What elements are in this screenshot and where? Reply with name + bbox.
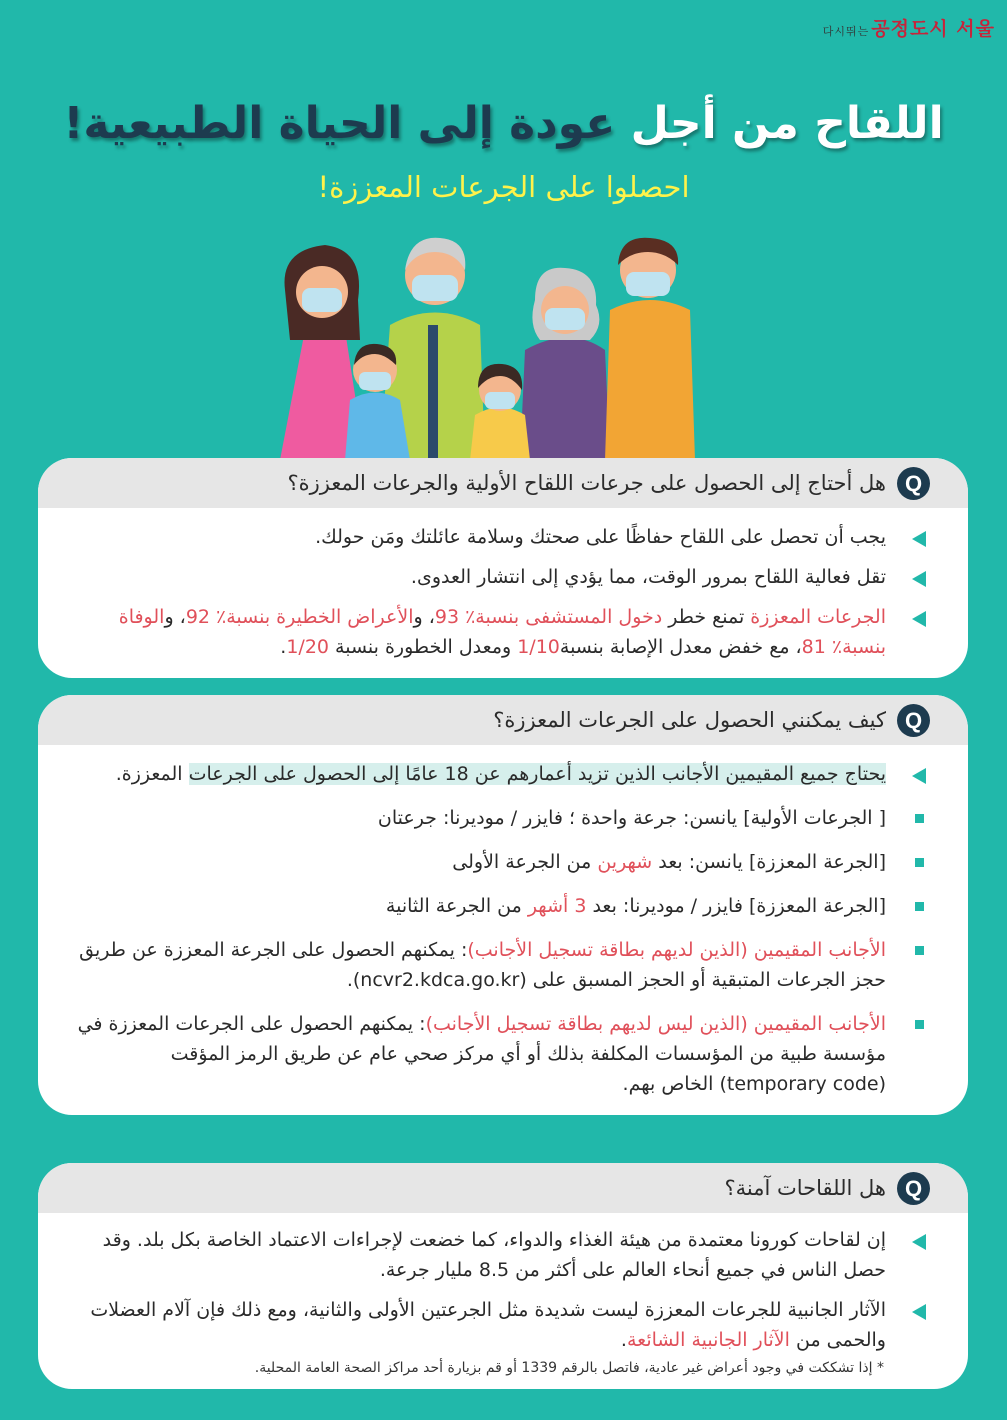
faq-answer-1	[38, 508, 968, 678]
man-figure	[605, 238, 695, 460]
page-subtitle: احصلوا على الجرعات المعززة!	[317, 170, 690, 204]
triangle-bullet-icon	[912, 768, 926, 784]
list-item: [ الجرعات الأولية] يانسن: جرعة واحدة ؛ فايزر / موديرنا: جرعتان	[62, 803, 926, 833]
seoul-logo	[823, 14, 995, 41]
faq-card-2	[38, 695, 968, 1115]
triangle-bullet-icon	[912, 531, 926, 547]
list-item: الأجانب المقيمين (الذين لديهم بطاقة تسجيل الأجانب): يمكنهم الحصول على الجرعة المعززة عن طريق حجز الجرعات المتبقية أو الحجز المسبق على (ncvr2.kdca.go.kr).	[62, 935, 926, 995]
q-badge-icon: Q	[897, 704, 930, 737]
triangle-bullet-icon	[912, 1234, 926, 1250]
footnote: * إذا تشككت في وجود أعراض غير عادية، فاتصل بالرقم 1339 أو قم بزيارة أحد مراكز الصحة العامة المحلية.	[254, 1360, 884, 1376]
triangle-bullet-icon	[912, 1304, 926, 1320]
square-bullet-icon	[915, 814, 924, 823]
triangle-bullet-icon	[912, 571, 926, 587]
q-badge-icon: Q	[897, 1172, 930, 1205]
list-item: يجب أن تحصل على اللقاح حفاظًا على صحتك وسلامة عائلتك ومَن حولك.	[62, 522, 926, 552]
family-illustration	[250, 230, 760, 460]
list-item: الجرعات المعززة تمنع خطر دخول المستشفى بنسبة٪ 93، والأعراض الخطيرة بنسبة٪ 92، والوفاة بنسبة٪ 81، مع خفض معدل الإصابة بنسبة1/10 ومعدل الخطورة بنسبة 1/20.	[62, 602, 926, 662]
list-item: [الجرعة المعززة] يانسن: بعد شهرين من الجرعة الأولى	[62, 847, 926, 877]
faq-answer-2	[38, 745, 968, 1115]
page-title: اللقاح من أجل عودة إلى الحياة الطبيعية!	[63, 98, 944, 149]
square-bullet-icon	[915, 902, 924, 911]
faq-card-3	[38, 1163, 968, 1389]
faq-question-2: Q كيف يمكنني الحصول على الجرعات المعززة؟	[38, 695, 968, 745]
list-item: يحتاج جميع المقيمين الأجانب الذين تزيد أعمارهم عن 18 عامًا إلى الحصول على الجرعات المعززة.	[62, 759, 926, 789]
faq-card-1	[38, 458, 968, 678]
q-badge-icon: Q	[897, 467, 930, 500]
list-item: الآثار الجانبية للجرعات المعززة ليست شديدة مثل الجرعتين الأولى والثانية، ومع ذلك فإن آلام العضلات والحمى من الآثار الجانبية الشائعة. * إذا تشككت في وجود أعراض غير عادية، فاتصل بالرقم 1339 أو قم بزيارة أحد مراكز الصحة العامة المحلية.	[62, 1295, 926, 1379]
grandmother-figure	[520, 268, 610, 460]
square-bullet-icon	[915, 858, 924, 867]
square-bullet-icon	[915, 946, 924, 955]
logo-main-text: 공정도시 서울	[871, 18, 995, 40]
faq-answer-3	[38, 1213, 968, 1389]
faq-question-1: Q هل أحتاج إلى الحصول على جرعات اللقاح الأولية والجرعات المعززة؟	[38, 458, 968, 508]
list-item: إن لقاحات كورونا معتمدة من هيئة الغذاء والدواء، كما خضعت لإجراءات الاعتماد الخاصة بكل بلد. وقد حصل الناس في جميع أنحاء العالم على أكثر من 8.5 مليار جرعة.	[62, 1225, 926, 1285]
list-item: تقل فعالية اللقاح بمرور الوقت، مما يؤدي إلى انتشار العدوى.	[62, 562, 926, 592]
faq-question-3: Q هل اللقاحات آمنة؟	[38, 1163, 968, 1213]
list-item: الأجانب المقيمين (الذين ليس لديهم بطاقة تسجيل الأجانب): يمكنهم الحصول على الجرعات المعززة في مؤسسة طبية من المؤسسات المكلفة بذلك أو أي مركز صحي عام عن طريق الرمز المؤقت (temporary code) الخاص بهم.	[62, 1009, 926, 1099]
triangle-bullet-icon	[912, 611, 926, 627]
logo-small-text: 다시뛰는	[822, 25, 870, 38]
square-bullet-icon	[915, 1020, 924, 1029]
list-item: [الجرعة المعززة] فايزر / موديرنا: بعد 3 أشهر من الجرعة الثانية	[62, 891, 926, 921]
